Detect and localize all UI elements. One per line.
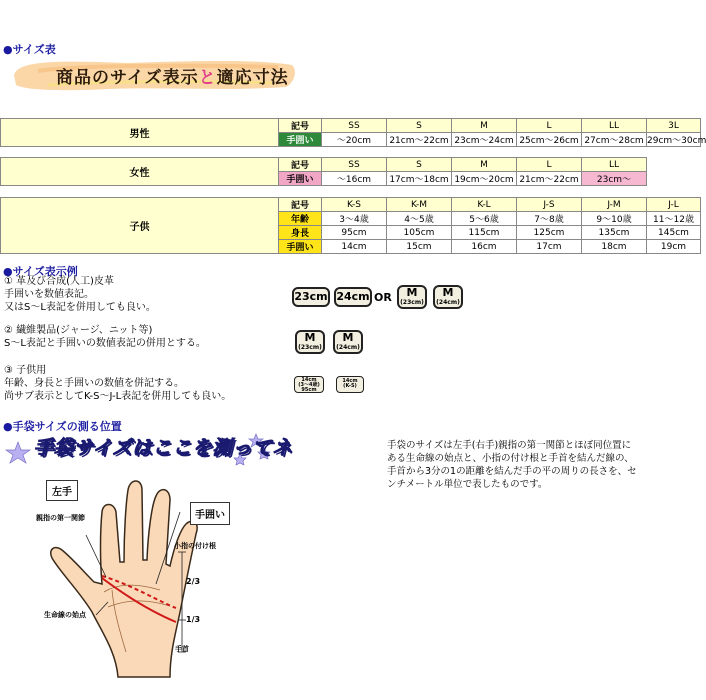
example-2-text: ② 繊維製品(ジャージ、ニット等) S～L表記と手囲いの数値表記の併用とする。	[4, 325, 206, 349]
male-tegakoi-header: 手囲い	[279, 133, 322, 147]
banner-part2: と	[198, 68, 217, 88]
example-3-text: ③ 子供用 年齢、身長と手囲いの数値を併記する。 尚サブ表示としてK-S～J-L表記を併用しても良い。	[4, 365, 232, 402]
child-label: 子供	[1, 198, 279, 254]
child-cell: 5～6歳	[452, 212, 517, 226]
female-cell: ～16cm	[322, 172, 387, 186]
child-cell: 19cm	[647, 240, 701, 254]
kid-badge-ks: 14cm (K-S)	[336, 376, 364, 393]
banner-part3: 適応寸法	[216, 68, 289, 88]
or-label: OR	[374, 291, 392, 304]
size-display-banner	[8, 57, 298, 93]
lifeline-label: 生命線の始点	[44, 611, 86, 619]
female-tegakoi-header: 手囲い	[279, 172, 322, 186]
wrist-label: 手首	[175, 645, 189, 653]
male-cell: 23cm～24cm	[452, 133, 517, 147]
child-cell: 115cm	[452, 226, 517, 240]
female-size-m: M	[452, 158, 517, 172]
measure-banner-text: 手袋サイズはここを測ってネ	[34, 437, 293, 459]
male-size-s: S	[387, 119, 452, 133]
child-size-ks: K-S	[322, 198, 387, 212]
measurement-description: 手袋のサイズは左手(右手)親指の第一関節とほぼ同位置にある生命線の始点と、小指の付け根と手首を結んだ線の、手首から3分の1の距離を結んだ手の平の周りの長さを、センチメートル単位で表したものです。	[387, 440, 637, 490]
child-cell: 9～10歳	[582, 212, 647, 226]
male-size-ss: SS	[322, 119, 387, 133]
child-cell: 135cm	[582, 226, 647, 240]
child-size-js: J-S	[517, 198, 582, 212]
badge-m-23cm-textile: M (23cm)	[295, 330, 325, 354]
male-cell: 25cm～26cm	[517, 133, 582, 147]
child-size-kl: K-L	[452, 198, 517, 212]
one-third-label: 1/3	[186, 615, 201, 624]
child-tegakoi-header: 手囲い	[279, 240, 322, 254]
male-label: 男性	[1, 119, 279, 147]
child-cell: 95cm	[322, 226, 387, 240]
badge-m-23cm: M (23cm)	[397, 285, 427, 309]
female-size-l: L	[517, 158, 582, 172]
pinky-base-label: 小指の付け根	[174, 542, 216, 550]
female-cell: 21cm～22cm	[517, 172, 582, 186]
female-size-table	[0, 157, 647, 186]
thumb-joint-label: 親指の第一関節	[36, 514, 85, 522]
male-cell: ～20cm	[322, 133, 387, 147]
female-cell: 19cm～20cm	[452, 172, 517, 186]
child-cell: 105cm	[387, 226, 452, 240]
badge-m-24cm-textile: M (24cm)	[333, 330, 363, 354]
left-hand-label: 左手	[46, 480, 78, 501]
male-kigo-header: 記号	[279, 119, 322, 133]
child-cell: 17cm	[517, 240, 582, 254]
child-cell: 16cm	[452, 240, 517, 254]
two-thirds-label: 2/3	[186, 577, 201, 586]
child-size-table	[0, 197, 701, 254]
child-cell: 14cm	[322, 240, 387, 254]
example-1-text: ① 革及び合成(人工)皮革 手囲いを数値表記。 又はS～L表記を併用しても良い。	[4, 276, 156, 313]
child-cell: 125cm	[517, 226, 582, 240]
child-size-km: K-M	[387, 198, 452, 212]
male-size-l: L	[517, 119, 582, 133]
male-size-m: M	[452, 119, 517, 133]
child-cell: 7～8歳	[517, 212, 582, 226]
male-cell: 29cm～30cm	[647, 133, 701, 147]
left-hand-illustration	[30, 472, 270, 682]
female-cell: 17cm～18cm	[387, 172, 452, 186]
child-cell: 145cm	[647, 226, 701, 240]
section-measure-position-heading: ●手袋サイズの測る位置	[3, 420, 122, 433]
female-size-s: S	[387, 158, 452, 172]
female-kigo-header: 記号	[279, 158, 322, 172]
banner-part1: 商品のサイズ表示	[56, 68, 199, 88]
child-cell: 18cm	[582, 240, 647, 254]
measure-banner	[4, 428, 293, 468]
female-size-ss: SS	[322, 158, 387, 172]
female-cell: 23cm～	[582, 172, 647, 186]
child-height-header: 身長	[279, 226, 322, 240]
child-age-header: 年齢	[279, 212, 322, 226]
child-size-jm: J-M	[582, 198, 647, 212]
male-cell: 21cm～22cm	[387, 133, 452, 147]
child-cell: 3～4歳	[322, 212, 387, 226]
kid-badge-age: 14cm (3～4歳) 95cm	[294, 376, 324, 393]
male-size-ll: LL	[582, 119, 647, 133]
badge-24cm: 24cm	[334, 287, 372, 307]
badge-23cm: 23cm	[292, 287, 330, 307]
female-label: 女性	[1, 158, 279, 186]
section-size-example-heading: ●サイズ表示例	[3, 265, 78, 278]
male-cell: 27cm～28cm	[582, 133, 647, 147]
badge-m-24cm: M (24cm)	[433, 285, 463, 309]
child-kigo-header: 記号	[279, 198, 322, 212]
child-size-jl: J-L	[647, 198, 701, 212]
hand-diagram	[30, 472, 270, 682]
female-size-ll: LL	[582, 158, 647, 172]
child-cell: 4～5歳	[387, 212, 452, 226]
tegakoi-label: 手囲い	[190, 502, 230, 525]
male-size-3l: 3L	[647, 119, 701, 133]
child-cell: 15cm	[387, 240, 452, 254]
section-size-table-heading: ●サイズ表	[3, 43, 56, 56]
male-size-table	[0, 118, 706, 147]
child-cell: 11～12歳	[647, 212, 701, 226]
